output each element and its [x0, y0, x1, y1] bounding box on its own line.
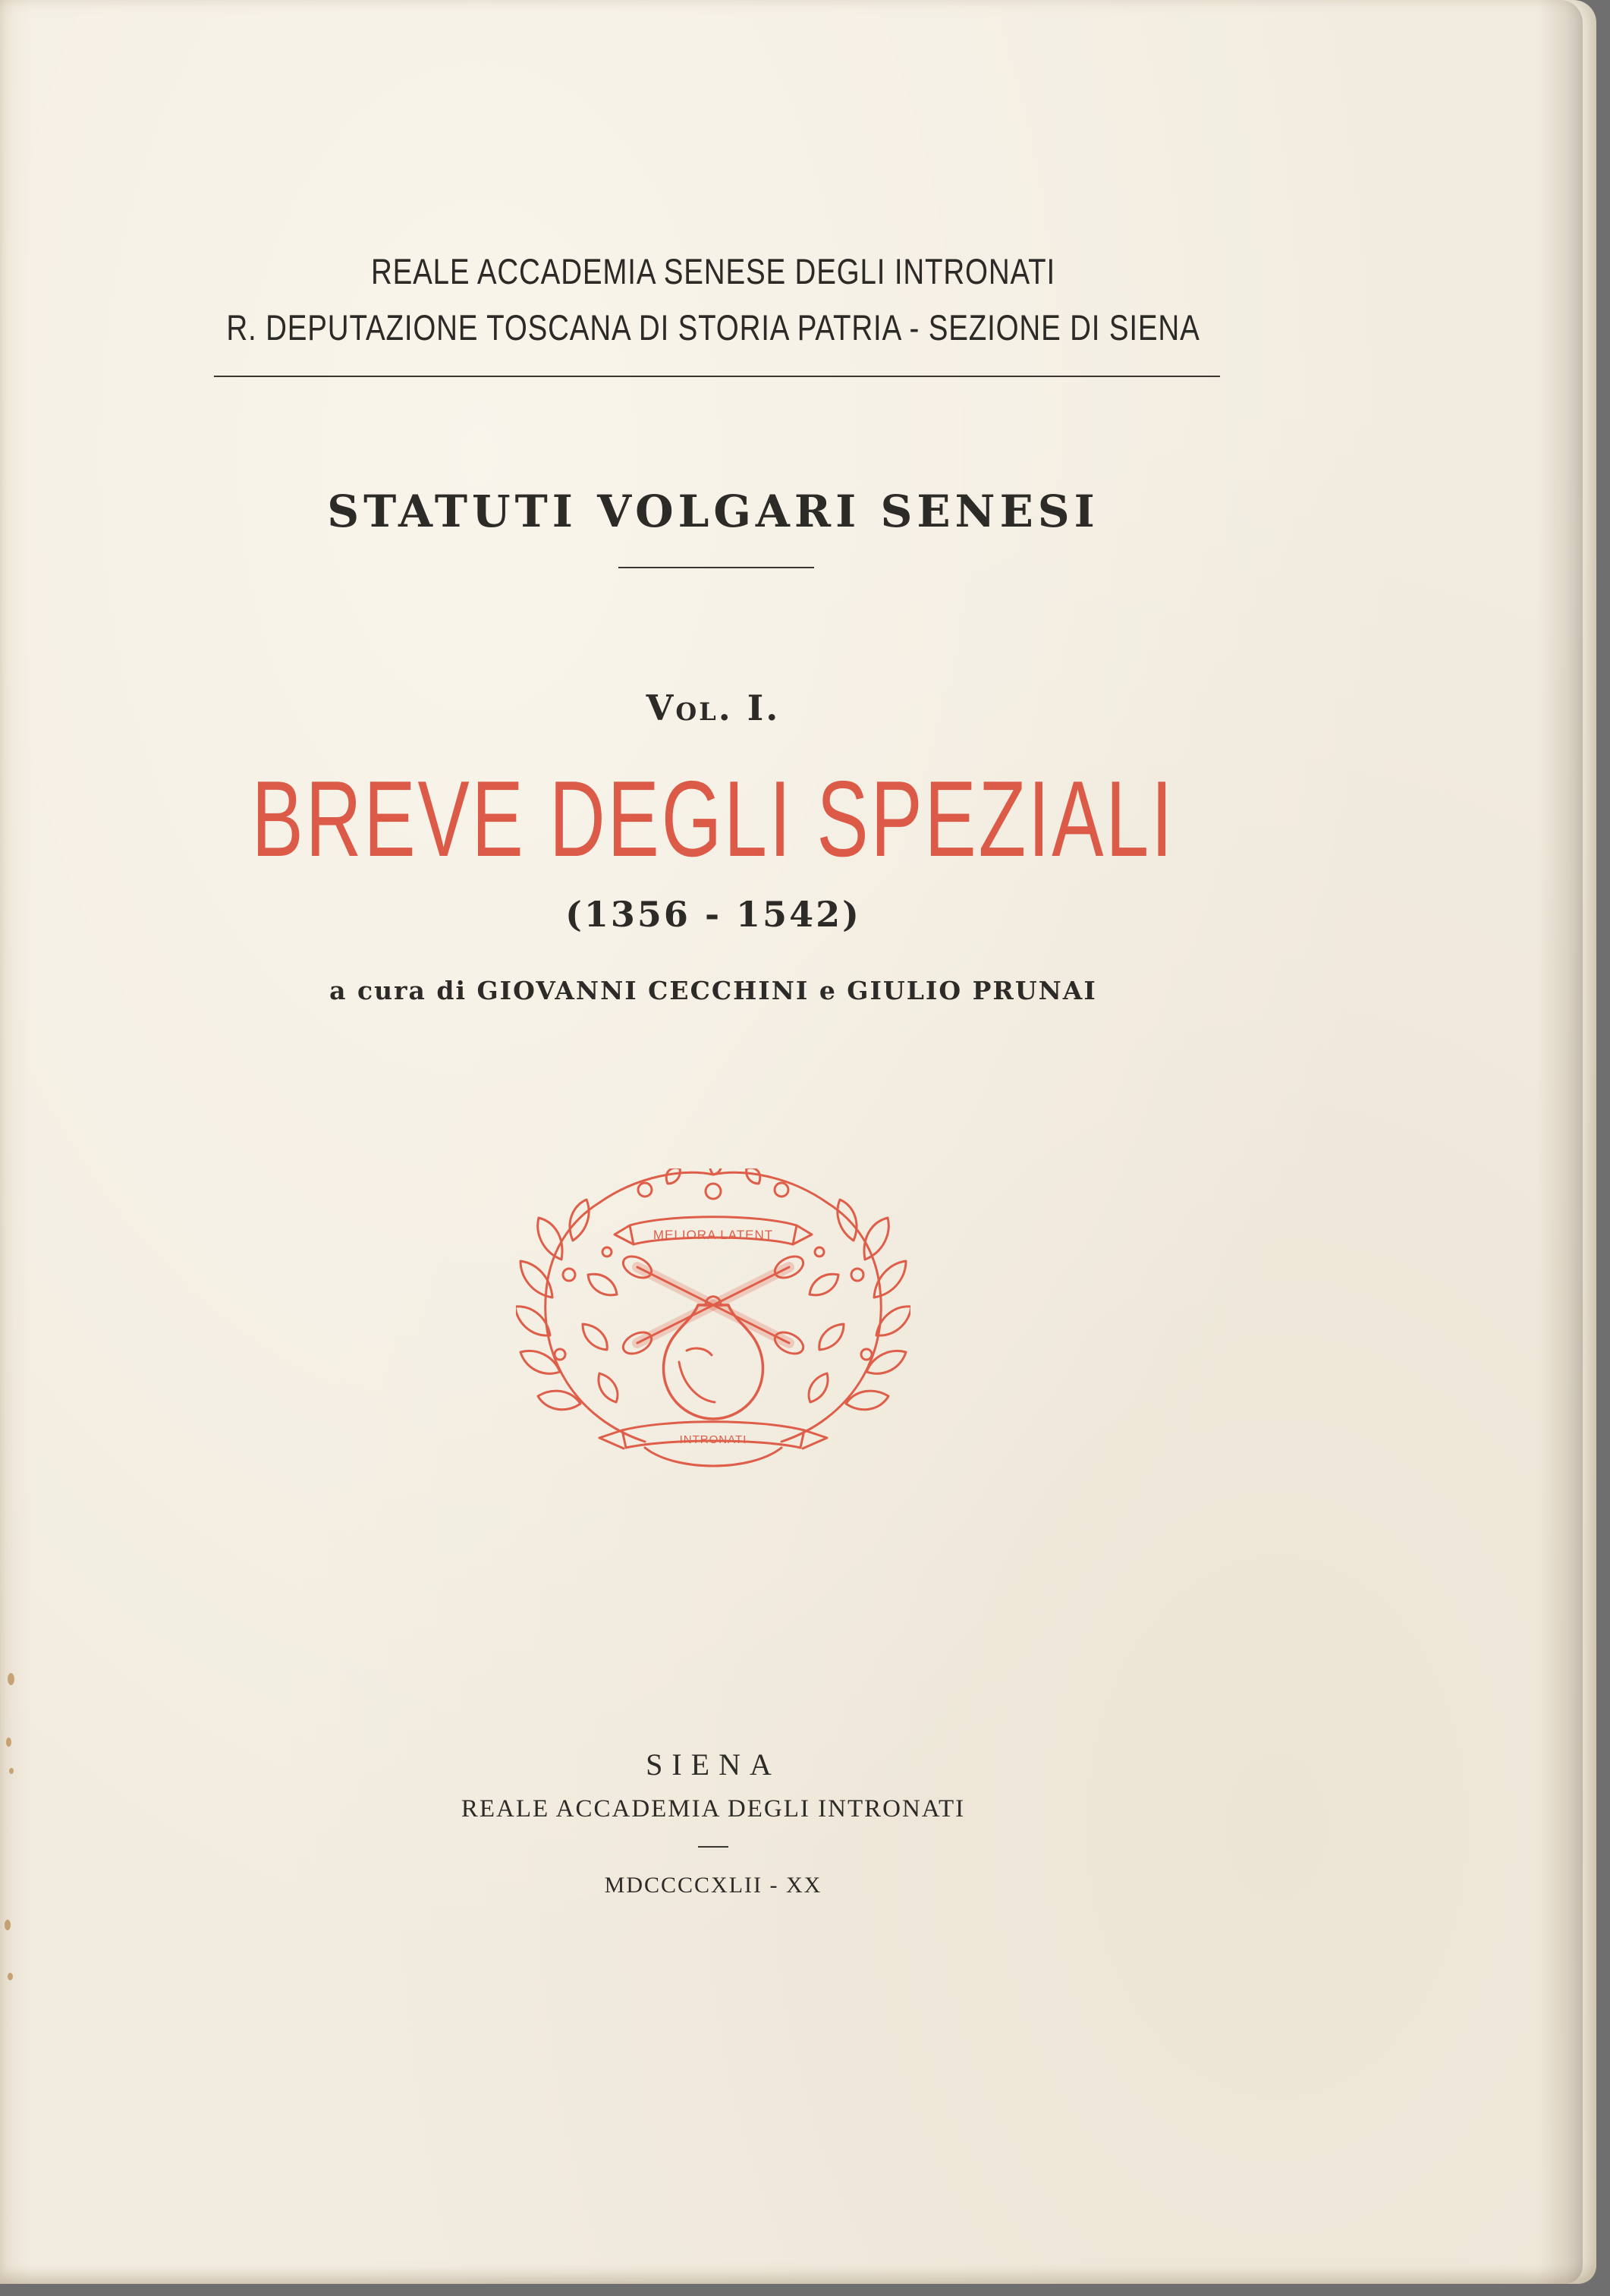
- imprint-year-block: [0, 1873, 1426, 1898]
- imprint-city: SIENA: [646, 1747, 781, 1782]
- editors-line: a cura di GIOVANNI CECCHINI e GIULIO PRUNAI: [329, 976, 1097, 1005]
- header-rule: [214, 376, 1220, 377]
- series-title: STATUTI VOLGARI SENESI: [327, 486, 1099, 537]
- series-block: [0, 486, 1426, 537]
- foxing-spot: [8, 1673, 14, 1685]
- emblem-name: INTRONATI: [679, 1433, 747, 1446]
- editors-block: [0, 976, 1426, 1005]
- foxing-spot: [6, 1738, 11, 1747]
- header-block: [0, 250, 1426, 292]
- header-block-2: [0, 307, 1426, 348]
- imprint-year: MDCCCCXLII - XX: [604, 1873, 822, 1898]
- foxing-spot: [8, 1973, 13, 1980]
- dates-block: [0, 894, 1426, 935]
- imprint-publisher-block: [0, 1795, 1426, 1823]
- header-academy: REALE ACCADEMIA SENESE DEGLI INTRONATI: [370, 251, 1056, 291]
- imprint-city-block: [0, 1747, 1426, 1782]
- series-rule: [618, 567, 814, 568]
- imprint-publisher: REALE ACCADEMIA DEGLI INTRONATI: [461, 1795, 966, 1823]
- header-deputation: R. DEPUTAZIONE TOSCANA DI STORIA PATRIA - SEZIONE DI SIENA: [226, 307, 1200, 348]
- volume-block: [0, 687, 1426, 728]
- title-block: [0, 757, 1426, 882]
- volume-number: Vol. I.: [646, 687, 781, 728]
- date-range: (1356 - 1542): [565, 894, 861, 935]
- main-title: BREVE DEGLI SPEZIALI: [251, 759, 1175, 879]
- page-edge-shadow: [1537, 0, 1583, 2284]
- imprint-rule: [698, 1846, 728, 1848]
- academy-emblem: [516, 1168, 910, 1480]
- foxing-spot: [5, 1920, 11, 1930]
- emblem-motto: MELIORA LATENT: [652, 1228, 774, 1242]
